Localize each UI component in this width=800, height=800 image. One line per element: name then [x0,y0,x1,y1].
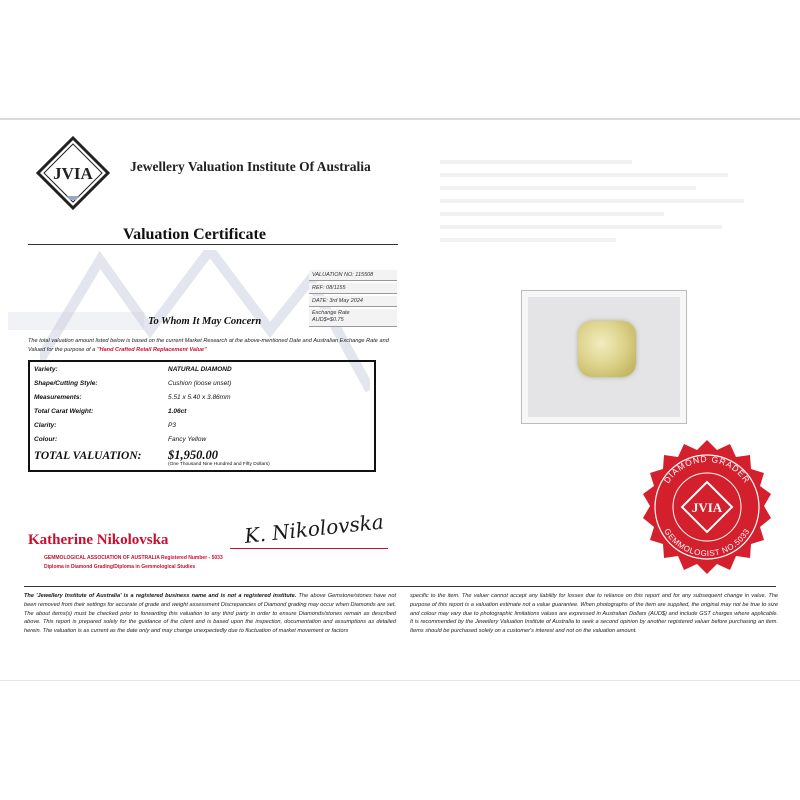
disclaimer-left [24,592,396,636]
total-valuation-label: TOTAL VALUATION: [34,450,142,462]
seal-top-text: DIAMOND GRADER [661,453,753,486]
logo-text: JVIA [53,164,93,183]
detail-value: Cushion (loose unset) [168,380,232,387]
yellow-diamond-image [578,321,636,377]
signatory-name: Katherine Nikolovska [28,532,169,548]
disclaimer-right: specific to the item. The valuer cannot accept any liability for losses due to reliance on this report and for any subsequent change in value. The purpose of this report is a valuation estimate not a value guarantee. When photographs of the item are supplied, the original may not be true to size and colour may vary due to photographic limitations values are expressed in Australian Dollars (AUD$) and include GST charges where applicable. It is recommended by the Jewellery Valuation Institute of Australia to seek a second opinion by another registered valuer before purchasing an item. Items should be purchased solely on a customer's interest and not on the valuation amount. [410,593,778,635]
detail-label: Total Carat Weight: [34,408,94,415]
gem-photo-background [528,297,680,417]
salutation: To Whom It May Concern [148,316,262,327]
reverse-side-text [440,160,760,280]
detail-value: P3 [168,422,176,429]
intro-body: The total valuation amount listed below is based on the current Market Research at the above-mentioned Date and Australian Exchange Rate and Valued for the purpose of a [28,338,389,353]
detail-value: 1.06ct [168,408,187,415]
intro-text [28,337,398,354]
detail-value: NATURAL DIAMOND [168,366,232,373]
signature-text: K. Nikolovska [243,509,385,548]
signature-line [230,548,388,549]
detail-label: Clarity: [34,422,57,429]
detail-label: Measurements: [34,394,82,401]
association-registration: GEMMOLOGICAL ASSOCIATION OF AUSTRALIA Registered Number - 5033 [44,555,223,561]
reference-number: REF: 08/1155 [309,283,397,294]
certificate-title: Valuation Certificate [123,226,266,243]
seal-bottom-text: GEMMOLOGIST NO.5033 [662,526,752,559]
detail-label: Variety: [34,366,58,373]
detail-value: 5.51 x 5.40 x 3.86mm [168,394,231,401]
disclaimer-left-body: The above Gemstone/stones have not been removed from their settings for accurate of grade and weight assessment Discrepancies of Diamond grading may occur when Diamonds are set. The about items(s) must be checked prior to forwarding this valuation to any third party in order to ensure Diamonds/stones remain as described above. This report is prepared solely for the guidance of the client and is based upon the inspection, documentation and assumptions as detailed herein. The valuation is as current as the date only and may change unexpectedly due to fluctuation of market movement or factors [24,593,396,635]
total-valuation-words: (One Thousand Nine Hundred and Fifty Dollars) [168,462,270,467]
detail-value: Fancy Yellow [168,436,207,443]
title-divider [28,244,398,245]
exchange-rate [309,309,397,327]
redacted-area [8,312,144,330]
jvia-logo [36,136,110,210]
exchange-rate-label: Exchange Rate [312,310,350,316]
valuation-date: DATE: 3rd May 2024 [309,296,397,307]
valuation-details-table [28,360,376,472]
footer-divider [24,586,776,587]
seal-logo-text: JVIA [691,500,723,515]
reference-box [309,270,397,329]
valuation-purpose: "Hand Crafted Retail Replacement Value" [96,346,207,353]
gem-photo [521,290,687,424]
exchange-rate-value: AUD$=$0.75 [312,317,344,323]
valuation-number: VALUATION NO: 115508 [309,270,397,281]
total-valuation-amount: $1,950.00 [168,448,218,462]
handwritten-signature [236,498,386,554]
institute-name: Jewellery Valuation Institute Of Australia [130,159,371,174]
diploma-qualification: Diploma in Diamond Grading/Diploma in Gemmological Studies [44,564,196,570]
grader-seal [640,440,774,574]
disclaimer-bold-notice: The 'Jewellery Institute of Australia' is a registered business name and is not a registered institute. [24,593,297,599]
detail-label: Shape/Cutting Style: [34,380,98,387]
detail-label: Colour: [34,436,58,443]
